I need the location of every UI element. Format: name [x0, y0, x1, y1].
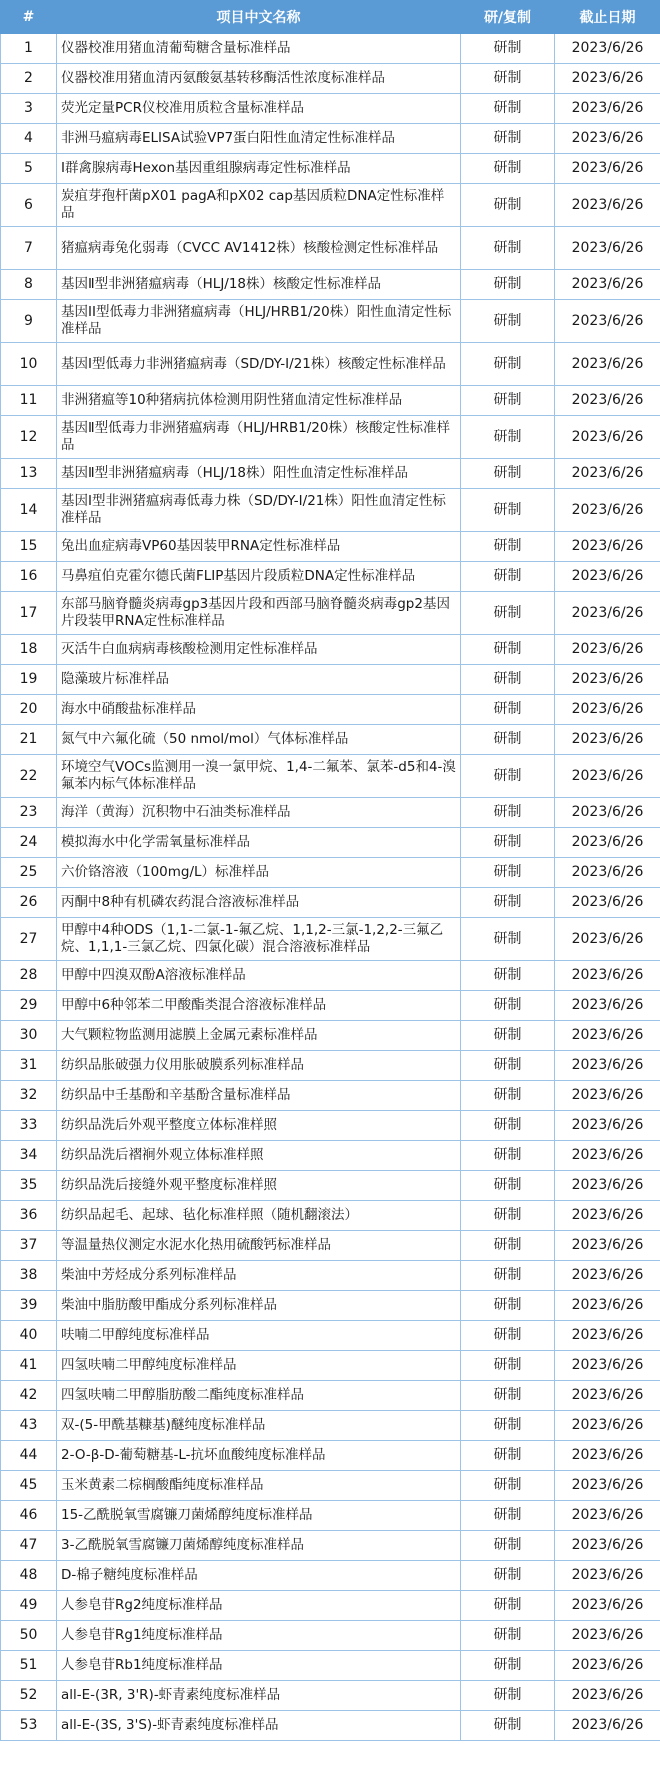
table-row	[1, 1651, 660, 1681]
table-row	[1, 1471, 660, 1501]
item-deadline: 2023/6/26	[555, 1471, 660, 1501]
table-row	[1, 1441, 660, 1471]
item-deadline: 2023/6/26	[555, 184, 660, 227]
item-name: 纺织品起毛、起球、毡化标准样照（随机翻滚法）	[57, 1201, 461, 1231]
row-number: 2	[1, 64, 57, 94]
item-type: 研制	[461, 1621, 555, 1651]
row-number: 28	[1, 961, 57, 991]
table-row	[1, 184, 660, 227]
table-row	[1, 227, 660, 270]
item-name: 四氢呋喃二甲醇脂肪酸二酯纯度标准样品	[57, 1381, 461, 1411]
item-name: 非洲猪瘟等10种猪病抗体检测用阴性猪血清定性标准样品	[57, 386, 461, 416]
row-number: 45	[1, 1471, 57, 1501]
table-row	[1, 1411, 660, 1441]
item-type: 研制	[461, 888, 555, 918]
item-name: 人参皂苷Rg1纯度标准样品	[57, 1621, 461, 1651]
table-row	[1, 34, 660, 64]
item-type: 研制	[461, 489, 555, 532]
table-row	[1, 1261, 660, 1291]
item-name: 3-乙酰脱氧雪腐镰刀菌烯醇纯度标准样品	[57, 1531, 461, 1561]
table-row	[1, 386, 660, 416]
table-row	[1, 64, 660, 94]
table-row	[1, 1051, 660, 1081]
row-number: 43	[1, 1411, 57, 1441]
item-type: 研制	[461, 1381, 555, 1411]
row-number: 47	[1, 1531, 57, 1561]
item-deadline: 2023/6/26	[555, 300, 660, 343]
table-row	[1, 459, 660, 489]
item-type: 研制	[461, 592, 555, 635]
item-type: 研制	[461, 416, 555, 459]
table-row	[1, 270, 660, 300]
row-number: 42	[1, 1381, 57, 1411]
table-row	[1, 1381, 660, 1411]
item-name: 丙酮中8种有机磷农药混合溶液标准样品	[57, 888, 461, 918]
table-row	[1, 1201, 660, 1231]
item-name: 纺织品洗后外观平整度立体标准样照	[57, 1111, 461, 1141]
item-type: 研制	[461, 635, 555, 665]
item-deadline: 2023/6/26	[555, 798, 660, 828]
item-type: 研制	[461, 1411, 555, 1441]
item-name: 海水中硝酸盐标准样品	[57, 695, 461, 725]
row-number: 52	[1, 1681, 57, 1711]
item-deadline: 2023/6/26	[555, 665, 660, 695]
item-name: 纺织品中壬基酚和辛基酚含量标准样品	[57, 1081, 461, 1111]
item-type: 研制	[461, 532, 555, 562]
item-deadline: 2023/6/26	[555, 1141, 660, 1171]
item-type: 研制	[461, 64, 555, 94]
table-row	[1, 695, 660, 725]
table-row	[1, 562, 660, 592]
table-row	[1, 1711, 660, 1741]
table-row	[1, 635, 660, 665]
item-name: all-E-(3R, 3'R)-虾青素纯度标准样品	[57, 1681, 461, 1711]
item-type: 研制	[461, 755, 555, 798]
item-deadline: 2023/6/26	[555, 1201, 660, 1231]
table-row	[1, 1291, 660, 1321]
item-deadline: 2023/6/26	[555, 1381, 660, 1411]
item-name: 等温量热仪测定水泥水化热用硫酸钙标准样品	[57, 1231, 461, 1261]
table-row	[1, 416, 660, 459]
item-name: 荧光定量PCR仪校准用质粒含量标准样品	[57, 94, 461, 124]
item-name: 甲醇中4种ODS（1,1-二氯-1-氟乙烷、1,1,2-三氯-1,2,2-三氟乙烷、1,1,1-三氯乙烷、四氯化碳）混合溶液标准样品	[57, 918, 461, 961]
row-number: 4	[1, 124, 57, 154]
row-number: 3	[1, 94, 57, 124]
row-number: 30	[1, 1021, 57, 1051]
item-deadline: 2023/6/26	[555, 1261, 660, 1291]
item-deadline: 2023/6/26	[555, 1321, 660, 1351]
item-type: 研制	[461, 1711, 555, 1741]
row-number: 19	[1, 665, 57, 695]
item-type: 研制	[461, 1081, 555, 1111]
item-deadline: 2023/6/26	[555, 961, 660, 991]
item-deadline: 2023/6/26	[555, 918, 660, 961]
item-type: 研制	[461, 1351, 555, 1381]
row-number: 53	[1, 1711, 57, 1741]
item-deadline: 2023/6/26	[555, 34, 660, 64]
row-number: 11	[1, 386, 57, 416]
item-name: 东部马脑脊髓炎病毒gp3基因片段和西部马脑脊髓炎病毒gp2基因片段装甲RNA定性标准样品	[57, 592, 461, 635]
row-number: 22	[1, 755, 57, 798]
item-deadline: 2023/6/26	[555, 227, 660, 270]
row-number: 29	[1, 991, 57, 1021]
item-name: 基因Ⅱ型低毒力非洲猪瘟病毒（HLJ/HRB1/20株）核酸定性标准样品	[57, 416, 461, 459]
item-name: 纺织品胀破强力仪用胀破膜系列标准样品	[57, 1051, 461, 1081]
table-row	[1, 532, 660, 562]
item-deadline: 2023/6/26	[555, 1531, 660, 1561]
row-number: 41	[1, 1351, 57, 1381]
row-number: 27	[1, 918, 57, 961]
item-deadline: 2023/6/26	[555, 343, 660, 386]
item-name: 人参皂苷Rb1纯度标准样品	[57, 1651, 461, 1681]
item-type: 研制	[461, 1291, 555, 1321]
header-date: 截止日期	[555, 1, 660, 34]
item-type: 研制	[461, 1441, 555, 1471]
item-type: 研制	[461, 1681, 555, 1711]
row-number: 37	[1, 1231, 57, 1261]
item-name: 基因II型低毒力非洲猪瘟病毒（HLJ/HRB1/20株）阳性血清定性标准样品	[57, 300, 461, 343]
item-type: 研制	[461, 1471, 555, 1501]
item-name: 呋喃二甲醇纯度标准样品	[57, 1321, 461, 1351]
item-name: 基因Ⅱ型非洲猪瘟病毒（HLJ/18株）核酸定性标准样品	[57, 270, 461, 300]
item-deadline: 2023/6/26	[555, 1111, 660, 1141]
row-number: 44	[1, 1441, 57, 1471]
item-deadline: 2023/6/26	[555, 1711, 660, 1741]
item-deadline: 2023/6/26	[555, 124, 660, 154]
row-number: 7	[1, 227, 57, 270]
item-name: Ⅰ群禽腺病毒Hexon基因重组腺病毒定性标准样品	[57, 154, 461, 184]
row-number: 5	[1, 154, 57, 184]
item-type: 研制	[461, 562, 555, 592]
item-type: 研制	[461, 1531, 555, 1561]
item-name: 纺织品洗后褶裥外观立体标准样照	[57, 1141, 461, 1171]
item-type: 研制	[461, 1561, 555, 1591]
item-type: 研制	[461, 184, 555, 227]
item-name: 环境空气VOCs监测用一溴一氯甲烷、1,4-二氟苯、氯苯-d5和4-溴氟苯内标气体标准样品	[57, 755, 461, 798]
item-type: 研制	[461, 828, 555, 858]
table-row	[1, 888, 660, 918]
item-type: 研制	[461, 1501, 555, 1531]
item-type: 研制	[461, 227, 555, 270]
item-type: 研制	[461, 270, 555, 300]
table-row	[1, 1681, 660, 1711]
item-deadline: 2023/6/26	[555, 1441, 660, 1471]
row-number: 51	[1, 1651, 57, 1681]
item-name: 人参皂苷Rg2纯度标准样品	[57, 1591, 461, 1621]
item-type: 研制	[461, 918, 555, 961]
item-deadline: 2023/6/26	[555, 695, 660, 725]
row-number: 32	[1, 1081, 57, 1111]
table-body	[1, 34, 660, 1741]
row-number: 14	[1, 489, 57, 532]
table-row	[1, 1321, 660, 1351]
table-row	[1, 858, 660, 888]
item-type: 研制	[461, 154, 555, 184]
item-type: 研制	[461, 1111, 555, 1141]
item-type: 研制	[461, 1141, 555, 1171]
table-row	[1, 1591, 660, 1621]
item-type: 研制	[461, 1051, 555, 1081]
item-name: 仪器校准用猪血清丙氨酸氨基转移酶活性浓度标准样品	[57, 64, 461, 94]
item-deadline: 2023/6/26	[555, 888, 660, 918]
table-row	[1, 755, 660, 798]
item-deadline: 2023/6/26	[555, 1501, 660, 1531]
table-row	[1, 343, 660, 386]
item-deadline: 2023/6/26	[555, 1411, 660, 1441]
table-row	[1, 665, 660, 695]
item-deadline: 2023/6/26	[555, 270, 660, 300]
item-deadline: 2023/6/26	[555, 459, 660, 489]
item-type: 研制	[461, 1651, 555, 1681]
item-type: 研制	[461, 1231, 555, 1261]
table-row	[1, 1561, 660, 1591]
row-number: 25	[1, 858, 57, 888]
item-type: 研制	[461, 1201, 555, 1231]
row-number: 21	[1, 725, 57, 755]
item-name: all-E-(3S, 3'S)-虾青素纯度标准样品	[57, 1711, 461, 1741]
table-row	[1, 1531, 660, 1561]
row-number: 26	[1, 888, 57, 918]
item-name: 隐藻玻片标准样品	[57, 665, 461, 695]
row-number: 38	[1, 1261, 57, 1291]
item-name: 玉米黄素二棕榈酸酯纯度标准样品	[57, 1471, 461, 1501]
item-name: 海洋（黄海）沉积物中石油类标准样品	[57, 798, 461, 828]
row-number: 17	[1, 592, 57, 635]
item-deadline: 2023/6/26	[555, 1291, 660, 1321]
item-name: 基因I型非洲猪瘟病毒低毒力株（SD/DY-I/21株）阳性血清定性标准样品	[57, 489, 461, 532]
table-row	[1, 961, 660, 991]
item-deadline: 2023/6/26	[555, 1561, 660, 1591]
item-type: 研制	[461, 94, 555, 124]
item-deadline: 2023/6/26	[555, 562, 660, 592]
item-deadline: 2023/6/26	[555, 635, 660, 665]
item-deadline: 2023/6/26	[555, 858, 660, 888]
row-number: 33	[1, 1111, 57, 1141]
row-number: 49	[1, 1591, 57, 1621]
table-row	[1, 1351, 660, 1381]
header-type: 研/复制	[461, 1, 555, 34]
item-type: 研制	[461, 695, 555, 725]
table-row	[1, 1501, 660, 1531]
item-deadline: 2023/6/26	[555, 991, 660, 1021]
item-deadline: 2023/6/26	[555, 532, 660, 562]
item-name: 四氢呋喃二甲醇纯度标准样品	[57, 1351, 461, 1381]
item-deadline: 2023/6/26	[555, 1051, 660, 1081]
item-type: 研制	[461, 665, 555, 695]
item-deadline: 2023/6/26	[555, 1021, 660, 1051]
item-name: 基因I型低毒力非洲猪瘟病毒（SD/DY-I/21株）核酸定性标准样品	[57, 343, 461, 386]
item-name: 柴油中脂肪酸甲酯成分系列标准样品	[57, 1291, 461, 1321]
row-number: 24	[1, 828, 57, 858]
row-number: 36	[1, 1201, 57, 1231]
item-deadline: 2023/6/26	[555, 1351, 660, 1381]
row-number: 39	[1, 1291, 57, 1321]
item-deadline: 2023/6/26	[555, 725, 660, 755]
row-number: 50	[1, 1621, 57, 1651]
item-deadline: 2023/6/26	[555, 755, 660, 798]
item-type: 研制	[461, 1021, 555, 1051]
table-row	[1, 592, 660, 635]
item-type: 研制	[461, 858, 555, 888]
item-name: 模拟海水中化学需氧量标准样品	[57, 828, 461, 858]
item-type: 研制	[461, 991, 555, 1021]
table-row	[1, 1141, 660, 1171]
item-type: 研制	[461, 1171, 555, 1201]
item-name: 大气颗粒物监测用滤膜上金属元素标准样品	[57, 1021, 461, 1051]
table-row	[1, 1021, 660, 1051]
item-name: 马鼻疽伯克霍尔德氏菌FLIP基因片段质粒DNA定性标准样品	[57, 562, 461, 592]
item-deadline: 2023/6/26	[555, 154, 660, 184]
row-number: 34	[1, 1141, 57, 1171]
table-row	[1, 798, 660, 828]
item-deadline: 2023/6/26	[555, 94, 660, 124]
item-deadline: 2023/6/26	[555, 828, 660, 858]
table-row	[1, 1081, 660, 1111]
item-name: 灭活牛白血病病毒核酸检测用定性标准样品	[57, 635, 461, 665]
item-name: 甲醇中6种邻苯二甲酸酯类混合溶液标准样品	[57, 991, 461, 1021]
table-row	[1, 1111, 660, 1141]
item-deadline: 2023/6/26	[555, 1681, 660, 1711]
item-name: 非洲马瘟病毒ELISA试验VP7蛋白阳性血清定性标准样品	[57, 124, 461, 154]
row-number: 9	[1, 300, 57, 343]
item-name: 柴油中芳烃成分系列标准样品	[57, 1261, 461, 1291]
item-deadline: 2023/6/26	[555, 1081, 660, 1111]
row-number: 10	[1, 343, 57, 386]
table-row	[1, 991, 660, 1021]
row-number: 16	[1, 562, 57, 592]
table-row	[1, 300, 660, 343]
item-name: 炭疽芽孢杆菌pX01 pagA和pX02 cap基因质粒DNA定性标准样品	[57, 184, 461, 227]
row-number: 46	[1, 1501, 57, 1531]
item-type: 研制	[461, 961, 555, 991]
item-deadline: 2023/6/26	[555, 1231, 660, 1261]
row-number: 20	[1, 695, 57, 725]
table-row	[1, 154, 660, 184]
item-type: 研制	[461, 798, 555, 828]
item-type: 研制	[461, 343, 555, 386]
header-name: 项目中文名称	[57, 1, 461, 34]
item-deadline: 2023/6/26	[555, 592, 660, 635]
header-row	[1, 1, 660, 34]
item-name: 兔出血症病毒VP60基因装甲RNA定性标准样品	[57, 532, 461, 562]
item-type: 研制	[461, 459, 555, 489]
header-num: #	[1, 1, 57, 34]
item-name: 15-乙酰脱氧雪腐镰刀菌烯醇纯度标准样品	[57, 1501, 461, 1531]
row-number: 1	[1, 34, 57, 64]
item-name: 2-O-β-D-葡萄糖基-L-抗坏血酸纯度标准样品	[57, 1441, 461, 1471]
item-type: 研制	[461, 34, 555, 64]
item-name: 甲醇中四溴双酚A溶液标准样品	[57, 961, 461, 991]
item-type: 研制	[461, 1321, 555, 1351]
row-number: 31	[1, 1051, 57, 1081]
row-number: 40	[1, 1321, 57, 1351]
row-number: 8	[1, 270, 57, 300]
item-type: 研制	[461, 386, 555, 416]
table-row	[1, 1171, 660, 1201]
table-row	[1, 1231, 660, 1261]
row-number: 48	[1, 1561, 57, 1591]
item-deadline: 2023/6/26	[555, 386, 660, 416]
row-number: 13	[1, 459, 57, 489]
item-deadline: 2023/6/26	[555, 416, 660, 459]
table-row	[1, 489, 660, 532]
item-name: 仪器校准用猪血清葡萄糖含量标准样品	[57, 34, 461, 64]
row-number: 18	[1, 635, 57, 665]
item-name: 双-(5-甲酰基糠基)醚纯度标准样品	[57, 1411, 461, 1441]
row-number: 15	[1, 532, 57, 562]
item-type: 研制	[461, 725, 555, 755]
item-deadline: 2023/6/26	[555, 1621, 660, 1651]
item-deadline: 2023/6/26	[555, 64, 660, 94]
item-type: 研制	[461, 124, 555, 154]
item-deadline: 2023/6/26	[555, 489, 660, 532]
table-row	[1, 1621, 660, 1651]
table-row	[1, 124, 660, 154]
item-name: 氮气中六氟化硫（50 nmol/mol）气体标准样品	[57, 725, 461, 755]
row-number: 12	[1, 416, 57, 459]
item-name: 猪瘟病毒兔化弱毒（CVCC AV1412株）核酸检测定性标准样品	[57, 227, 461, 270]
item-name: 纺织品洗后接缝外观平整度标准样照	[57, 1171, 461, 1201]
item-type: 研制	[461, 1591, 555, 1621]
item-type: 研制	[461, 1261, 555, 1291]
table-row	[1, 918, 660, 961]
table-row	[1, 828, 660, 858]
row-number: 23	[1, 798, 57, 828]
row-number: 6	[1, 184, 57, 227]
table-row	[1, 94, 660, 124]
table-row	[1, 725, 660, 755]
row-number: 35	[1, 1171, 57, 1201]
item-deadline: 2023/6/26	[555, 1171, 660, 1201]
item-name: 六价铬溶液（100mg/L）标准样品	[57, 858, 461, 888]
item-name: D-棉子糖纯度标准样品	[57, 1561, 461, 1591]
item-name: 基因Ⅱ型非洲猪瘟病毒（HLJ/18株）阳性血清定性标准样品	[57, 459, 461, 489]
item-type: 研制	[461, 300, 555, 343]
item-deadline: 2023/6/26	[555, 1591, 660, 1621]
item-deadline: 2023/6/26	[555, 1651, 660, 1681]
